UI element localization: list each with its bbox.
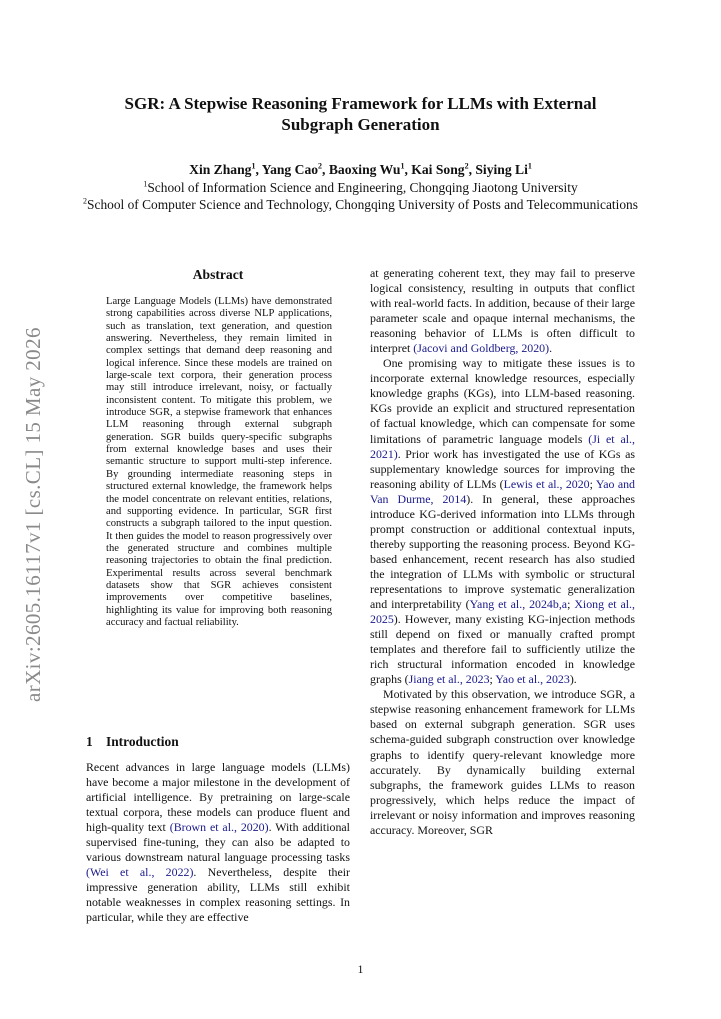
affiliation-mark: 1 [400,161,405,171]
affiliation-mark: 1 [143,179,148,189]
intro-paragraph [370,266,635,356]
section-title: Introduction [106,734,179,749]
intro-left-column [86,760,350,926]
body-text: One promising way to mitigate these issues is to incorporate external knowledge resources, especially knowledge graphs (KGs), into LLM-based reasoning. KGs provide an explicit and structured representation of factual knowledge, which can compensate for some limitations of parametric language models [370,356,635,446]
affiliation-2 [40,196,681,213]
section-heading-introduction [86,733,350,750]
intro-paragraph [370,356,635,687]
affiliation-1 [40,179,681,196]
arxiv-stamp: arXiv:2605.16117v1 [cs.CL] 15 May 2026 [21,327,45,702]
page-number: 1 [357,962,364,976]
body-text: ; [567,597,575,612]
affiliation-mark: 2 [83,196,88,206]
citation-link[interactable]: Yang et al., 2024b,a [469,597,568,612]
body-text: . Nevertheless, despite their impressive generation ability, LLMs still exhibit notable weaknesses in complex reasoning settings. In particular, while they are effective [86,865,351,925]
body-text: ). [569,672,577,687]
author-list: Xin Zhang$^1$, Yang Cao$^2$, Baoxing Wu$^1$, Kai Song$^2$, Siying Li$^1$ [189,161,532,177]
body-text: Recent advances in large language models (LLMs) have become a major milestone in the development of artificial intelligence. By pretraining on large-scale textual corpora, these models can produce fluent and high-quality text [86,760,350,835]
affiliation-text: School of Information Science and Engineering, Chongqing Jiaotong University [147,180,578,195]
abstract-text: Large Language Models (LLMs) have demonstrated strong capabilities across diverse NLP applications, such as translation, text generation, and question answering. Nevertheless, they remain limited in complex settings that demand deep reasoning and logical inference. Since these models are trained on large-scale text corpora, their generation process may still introduce irrelevant, noisy, or factually inconsistent content. To mitigate this problem, we introduce SGR, a stepwise framework that enhances LLM reasoning through external subgraph generation. SGR builds query-specific subgraphs from external knowledge bases and uses their semantic structure to support multi-step inference. By grounding intermediate reasoning steps in structured external knowledge, the framework helps the model concentrate on relevant entities, relations, and supporting evidence. In particular, SGR first constructs a subgraph tailored to the input question. It then guides the model to reason progressively over the generated structure and combines multiple reasoning trajectories to obtain the final prediction. Experimental results across several benchmark datasets show that SGR achieves consistent improvements over competitive baselines, highlighting its value for improving both reasoning accuracy and factual reliability. [106,296,332,628]
citation-link[interactable]: (Brown et al., 2020) [169,820,269,835]
body-text: at generating coherent text, they may fail to preserve logical consistency, resulting in outputs that conflict with real-world facts. In addition, because of their large parameter scale and opaque internal mechanisms, the reasoning behavior of LLMs is often difficult to interpret [370,266,635,356]
abstract-heading: Abstract [192,267,244,282]
author-name: Xin Zhang [189,162,252,177]
citation-link[interactable]: Xiong et al., 2025 [370,597,635,627]
citation-link[interactable]: Yao et al., 2023 [495,672,570,687]
author-name: Siying Li [475,162,528,177]
intro-paragraph [86,760,350,926]
intro-right-column [370,266,635,838]
author-name: Yang Cao [261,162,319,177]
intro-paragraph: Motivated by this observation, we introduce SGR, a stepwise reasoning enhancement framework for LLMs based on external subgraph generation. SGR uses schema-guided subgraph construction over knowledge graphs to identify query-relevant knowledge more accurately. By dynamically building external subgraphs, the framework guides LLMs to reason progressively, which helps reduce the impact of irrelevant or noisy information and improves reasoning accuracy. Moreover, SGR [370,687,635,837]
affiliation-text: School of Computer Science and Technology, Chongqing University of Posts and Telecommunications [87,197,638,212]
citation-link[interactable]: Lewis et al., 2020 [503,476,590,491]
body-text: ). However, many existing KG-injection methods still depend on fixed or manually crafted prompt templates and therefore fail to sufficiently utilize the rich structural information encoded in knowledge graphs ( [370,612,635,687]
affiliation-mark: 1 [527,161,532,171]
section-number: 1 [86,734,93,749]
body-text: . With additional supervised fine-tuning, they can also be adapted to various downstream natural language processing tasks [86,820,350,865]
affiliation-mark: 2 [318,161,323,171]
affiliation-mark: 1 [251,161,256,171]
citation-link[interactable]: Yao and Van Durme, 2014 [370,476,635,506]
citation-link[interactable]: (Wei et al., 2022) [86,865,194,880]
body-text: ; [489,672,496,687]
body-text: . [549,341,553,356]
paper-title: SGR: A Stepwise Reasoning Framework for LLMs with External Subgraph Generation [124,94,597,134]
affiliation-mark: 2 [464,161,469,171]
author-name: Kai Song [411,162,465,177]
author-name: Baoxing Wu [328,162,401,177]
body-text: ; [589,476,596,491]
body-text: ). In general, these approaches introduce KG-derived information into LLMs through prompt construction or additional contextual inputs, thereby supporting the reasoning process. Beyond KG-based enhancement, recent research has also studied the integration of LLMs with symbolic or structural representations to improve systematic generalization and interpretability ( [370,491,635,612]
citation-link[interactable]: Jiang et al., 2023 [408,672,490,687]
body-text: . Prior work has investigated the use of KGs as supplementary knowledge sources for improving the reasoning ability of LLMs ( [370,446,635,491]
citation-link[interactable]: (Jacovi and Goldberg, 2020) [413,341,550,356]
citation-link[interactable]: (Ji et al., 2021) [370,431,635,461]
